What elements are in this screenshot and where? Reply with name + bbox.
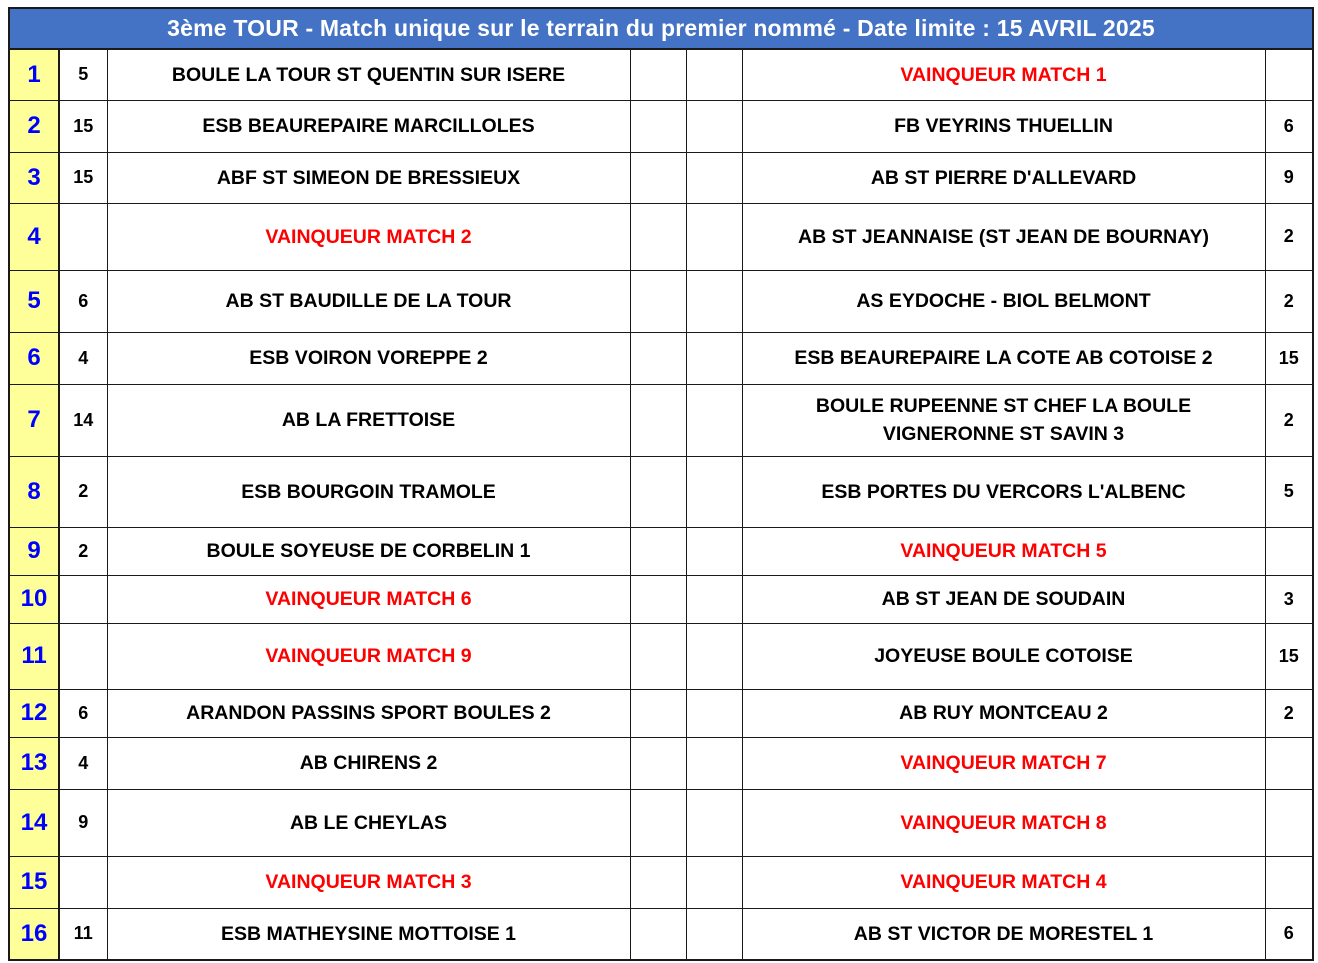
home-level: 4 [59,332,107,384]
home-team: VAINQUEUR MATCH 6 [107,575,630,623]
away-team: VAINQUEUR MATCH 7 [742,737,1265,789]
match-number: 7 [9,384,59,456]
away-score-cell [686,789,742,856]
home-score-cell [630,456,686,527]
match-row [9,456,1313,527]
home-score-cell [630,332,686,384]
away-level: 6 [1265,908,1313,960]
away-team: AB ST JEANNAISE (ST JEAN DE BOURNAY) [742,203,1265,270]
home-level: 6 [59,270,107,332]
away-team-line-1: BOULE RUPEENNE ST CHEF LA BOULE [815,395,1192,417]
home-level [59,575,107,623]
home-team: ABF ST SIMEON DE BRESSIEUX [107,152,630,203]
match-number: 11 [9,623,59,689]
home-team: AB CHIRENS 2 [107,737,630,789]
away-level: 5 [1265,456,1313,527]
match-row [9,689,1313,737]
away-team [742,384,1265,456]
match-row [9,332,1313,384]
away-team: AS EYDOCHE - BIOL BELMONT [742,270,1265,332]
away-level: 9 [1265,152,1313,203]
away-team: VAINQUEUR MATCH 1 [742,49,1265,100]
match-row [9,49,1313,100]
home-team: VAINQUEUR MATCH 9 [107,623,630,689]
away-score-cell [686,908,742,960]
away-level [1265,789,1313,856]
home-team: ARANDON PASSINS SPORT BOULES 2 [107,689,630,737]
match-number: 5 [9,270,59,332]
away-level: 6 [1265,100,1313,152]
home-level: 2 [59,527,107,575]
home-score-cell [630,789,686,856]
away-team: VAINQUEUR MATCH 8 [742,789,1265,856]
home-score-cell [630,623,686,689]
away-score-cell [686,332,742,384]
home-team: AB ST BAUDILLE DE LA TOUR [107,270,630,332]
home-level [59,856,107,908]
match-row [9,527,1313,575]
away-score-cell [686,623,742,689]
match-row [9,270,1313,332]
match-number: 15 [9,856,59,908]
home-score-cell [630,100,686,152]
away-team: ESB PORTES DU VERCORS L'ALBENC [742,456,1265,527]
match-number: 12 [9,689,59,737]
match-row [9,384,1313,456]
away-team: VAINQUEUR MATCH 5 [742,527,1265,575]
away-score-cell [686,49,742,100]
away-team: ESB BEAUREPAIRE LA COTE AB COTOISE 2 [742,332,1265,384]
away-level [1265,527,1313,575]
match-number: 16 [9,908,59,960]
home-score-cell [630,689,686,737]
home-level: 4 [59,737,107,789]
away-score-cell [686,384,742,456]
match-row [9,737,1313,789]
away-level: 15 [1265,332,1313,384]
round-header: 3ème TOUR - Match unique sur le terrain du premier nommé - Date limite : 15 AVRIL 2025 [9,8,1313,49]
home-team: AB LE CHEYLAS [107,789,630,856]
match-number: 9 [9,527,59,575]
away-team: AB ST JEAN DE SOUDAIN [742,575,1265,623]
match-row [9,908,1313,960]
home-score-cell [630,49,686,100]
away-level: 15 [1265,623,1313,689]
away-level: 2 [1265,270,1313,332]
match-number: 8 [9,456,59,527]
match-row [9,856,1313,908]
match-number: 10 [9,575,59,623]
away-score-cell [686,152,742,203]
match-row [9,203,1313,270]
away-team: JOYEUSE BOULE COTOISE [742,623,1265,689]
away-level: 2 [1265,384,1313,456]
home-level: 11 [59,908,107,960]
home-score-cell [630,856,686,908]
away-team-line-2: VIGNERONNE ST SAVIN 3 [882,423,1125,445]
match-number: 6 [9,332,59,384]
away-level [1265,49,1313,100]
away-score-cell [686,203,742,270]
match-row [9,152,1313,203]
home-score-cell [630,203,686,270]
away-score-cell [686,527,742,575]
home-score-cell [630,737,686,789]
home-team: VAINQUEUR MATCH 2 [107,203,630,270]
home-team: BOULE SOYEUSE DE CORBELIN 1 [107,527,630,575]
home-team: VAINQUEUR MATCH 3 [107,856,630,908]
match-row [9,623,1313,689]
home-team: ESB VOIRON VOREPPE 2 [107,332,630,384]
home-score-cell [630,527,686,575]
away-team: FB VEYRINS THUELLIN [742,100,1265,152]
away-score-cell [686,100,742,152]
away-level: 3 [1265,575,1313,623]
home-team: BOULE LA TOUR ST QUENTIN SUR ISERE [107,49,630,100]
match-number: 13 [9,737,59,789]
draw-table [8,7,1314,961]
home-score-cell [630,152,686,203]
home-team: ESB BOURGOIN TRAMOLE [107,456,630,527]
away-score-cell [686,270,742,332]
match-list [9,49,1313,960]
away-level [1265,856,1313,908]
home-level: 9 [59,789,107,856]
away-team: AB ST PIERRE D'ALLEVARD [742,152,1265,203]
away-level: 2 [1265,689,1313,737]
home-level: 15 [59,152,107,203]
match-number: 1 [9,49,59,100]
home-level: 15 [59,100,107,152]
match-number: 14 [9,789,59,856]
home-level: 5 [59,49,107,100]
away-score-cell [686,737,742,789]
match-row [9,100,1313,152]
home-level: 6 [59,689,107,737]
match-number: 3 [9,152,59,203]
away-level: 2 [1265,203,1313,270]
match-row [9,789,1313,856]
home-score-cell [630,908,686,960]
match-number: 2 [9,100,59,152]
away-team: AB RUY MONTCEAU 2 [742,689,1265,737]
draw-sheet [8,7,1312,961]
home-score-cell [630,270,686,332]
home-level: 2 [59,456,107,527]
home-team: ESB MATHEYSINE MOTTOISE 1 [107,908,630,960]
away-level [1265,737,1313,789]
home-score-cell [630,384,686,456]
away-score-cell [686,689,742,737]
away-score-cell [686,456,742,527]
home-team: ESB BEAUREPAIRE MARCILLOLES [107,100,630,152]
away-score-cell [686,856,742,908]
home-score-cell [630,575,686,623]
home-team: AB LA FRETTOISE [107,384,630,456]
away-score-cell [686,575,742,623]
away-team: AB ST VICTOR DE MORESTEL 1 [742,908,1265,960]
away-team: VAINQUEUR MATCH 4 [742,856,1265,908]
home-level [59,203,107,270]
header-row [9,8,1313,49]
match-number: 4 [9,203,59,270]
match-row [9,575,1313,623]
home-level: 14 [59,384,107,456]
home-level [59,623,107,689]
